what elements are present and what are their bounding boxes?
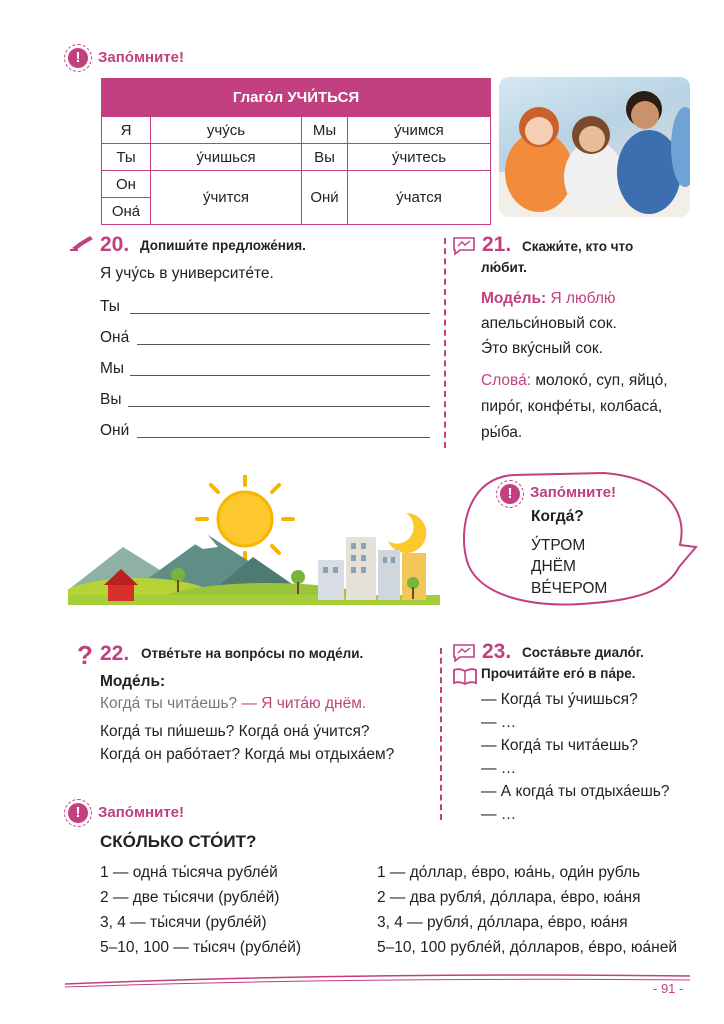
exercise-22-questions-2: Когда́ он рабо́тает? Когда́ мы отдыха́ем? (100, 746, 395, 763)
exclamation-icon: ! (68, 48, 88, 68)
verb-cell: у́чишься (151, 144, 302, 171)
verb-cell: учу́сь (151, 117, 302, 144)
pronoun-cell: Они́ (302, 171, 348, 225)
price-rule-right: 3, 4 — рубля́, до́ллара, е́вро, юа́ня (377, 914, 628, 931)
dialog-line: — А когда́ ты отдыха́ешь? (481, 783, 670, 800)
remember-title-top: Запо́мните! (98, 49, 185, 66)
conjugation-table (101, 78, 491, 225)
exercise-21-title-1: Скажи́те, кто что (522, 239, 634, 254)
dialog-line: — Когда́ ты чита́ешь? (481, 737, 638, 754)
exercise-23-title-1: Соста́вьте диало́г. (522, 645, 644, 660)
exercise-21-number: 21. (482, 233, 512, 256)
speech-bubble-icon (452, 643, 476, 663)
pronoun-cell: Она́ (102, 198, 151, 225)
price-rule-left: 3, 4 — ты́сячи (рубле́й) (100, 914, 267, 931)
model-answer: — Я чита́ю днём. (241, 695, 367, 712)
price-rule-right: 2 — два рубля́, до́ллара, е́вро, юа́ня (377, 889, 641, 906)
pronoun-cell: Мы (302, 117, 348, 144)
conjugation-table-title: Глаго́л УЧИ́ТЬСЯ (102, 79, 491, 117)
students-photo (499, 77, 690, 217)
exercise-20-line-label: Мы (100, 360, 125, 377)
exclamation-icon: ! (500, 484, 520, 504)
exercise-20-title: Допиши́те предложе́ния. (140, 238, 306, 253)
dialog-line: — … (481, 714, 517, 731)
speech-bubble-icon (452, 236, 476, 256)
exercise-23-number: 23. (482, 640, 512, 663)
remember-title-time: Запо́мните! (530, 484, 617, 501)
answer-line (128, 406, 430, 407)
time-word: ДНЁМ (531, 558, 576, 575)
answer-line (137, 437, 430, 438)
pronoun-cell: Я (102, 117, 151, 144)
model-question: Когда́ ты чита́ешь? (100, 695, 238, 712)
dialog-line: — … (481, 760, 517, 777)
dialog-line: — Когда́ ты у́чишься? (481, 691, 638, 708)
words-text-1: молоко́, суп, яйцо́, (535, 372, 668, 389)
exercise-22-questions-1: Когда́ ты пи́шешь? Когда́ она́ у́чится? (100, 723, 370, 740)
exercise-20-example: Я учу́сь в университе́те. (100, 265, 274, 282)
remember-title-bottom: Запо́мните! (98, 804, 185, 821)
price-rule-right: 1 — до́ллар, е́вро, юа́нь, оди́н рубль (377, 864, 641, 881)
verb-cell: у́чимся (348, 117, 491, 144)
exclamation-icon: ! (68, 803, 88, 823)
column-divider (444, 238, 446, 448)
question-mark-icon: ? (77, 640, 93, 670)
pronoun-cell: Ты (102, 144, 151, 171)
city-landscape-illustration (68, 475, 440, 605)
answer-line (137, 344, 430, 345)
model-text-2: апельси́новый сок. (481, 315, 617, 332)
price-rule-right: 5–10, 100 рубле́й, до́лларов, е́вро, юа́ней (377, 939, 678, 956)
exercise-23-title-2: Прочита́йте его́ в па́ре. (481, 666, 636, 681)
time-word: У́ТРОМ (531, 537, 586, 554)
model-text-1: Я люблю́ (550, 290, 616, 307)
footer-decoration (60, 968, 700, 990)
price-rule-left: 2 — две ты́сячи (рубле́й) (100, 889, 280, 906)
words-text-2: пиро́г, конфе́ты, колбаса́, (481, 398, 663, 415)
exercise-20-line-label: Она́ (100, 329, 130, 346)
pronoun-cell: Вы (302, 144, 348, 171)
book-icon (452, 667, 478, 685)
model-text-3: Э́то вку́сный сок. (481, 340, 603, 357)
page-number: - 91 - (653, 981, 684, 996)
pencil-hand-icon (70, 234, 96, 252)
dialog-line: — … (481, 806, 517, 823)
column-divider (440, 648, 442, 820)
price-rule-left: 1 — одна́ ты́сяча рубле́й (100, 864, 278, 881)
exercise-20-line-label: Вы (100, 391, 122, 408)
time-word: ВЕ́ЧЕРОМ (531, 580, 608, 597)
model-label: Моде́ль: (481, 290, 547, 307)
verb-cell: у́чится (151, 171, 302, 225)
words-text-3: ры́ба. (481, 424, 523, 441)
exercise-22-title: Отве́тьте на вопро́сы по моде́ли. (141, 646, 364, 661)
verb-cell: у́чатся (348, 171, 491, 225)
pronoun-cell: Он (102, 171, 151, 198)
exercise-22-number: 22. (100, 642, 130, 665)
exercise-20-line-label: Они́ (100, 422, 130, 439)
exercise-21-title-2: лю́бит. (481, 260, 527, 275)
answer-line (130, 375, 430, 376)
exercise-20-line-label: Ты (100, 298, 120, 315)
when-question: Когда́? (531, 508, 584, 525)
how-much-heading: СКО́ЛЬКО СТО́ИТ? (100, 832, 257, 851)
model-label: Моде́ль: (100, 673, 166, 690)
price-rule-left: 5–10, 100 — ты́сяч (рубле́й) (100, 939, 302, 956)
exercise-20-number: 20. (100, 233, 130, 256)
verb-cell: у́читесь (348, 144, 491, 171)
answer-line (130, 313, 430, 314)
words-label: Слова́: (481, 372, 532, 389)
